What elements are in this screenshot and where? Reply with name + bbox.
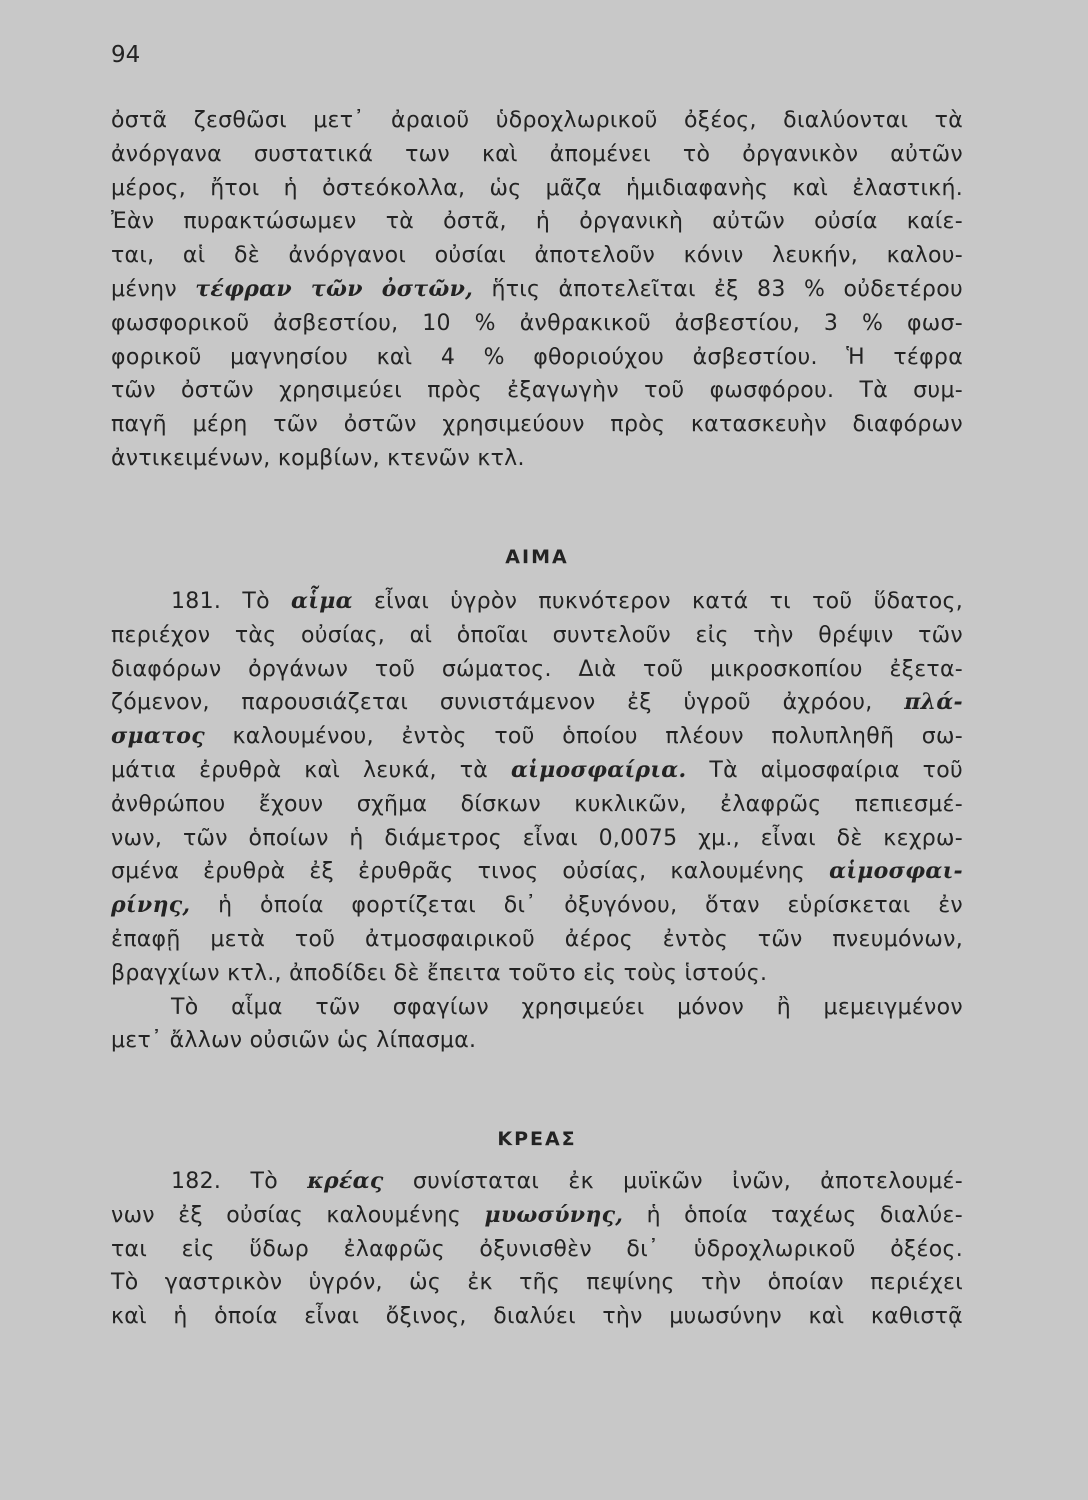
text-line: βραγχίων κτλ., ἀποδίδει δὲ ἔπειτα τοῦτο εἰς τοὺς ἱστούς. [111, 960, 768, 986]
section-heading-blood: ΑΙΜΑ [505, 546, 569, 568]
text-line: νων, τῶν ὁποίων ἡ διάμετρος εἶναι 0,0075 χμ., εἶναι δὲ κεχρω- [111, 825, 963, 851]
emphasis-term: αἱμοσφαίρια. [510, 756, 687, 783]
paragraph-181 [111, 585, 963, 1058]
text-line [111, 889, 963, 923]
emphasis-term: σματος [111, 723, 205, 750]
text-run: συνίσταται ἐκ μυϊκῶν ἰνῶν, ἀποτελουμέ- [383, 1169, 963, 1194]
paragraph-182 [111, 1165, 963, 1334]
paragraph-bones [111, 104, 963, 476]
text-run: μάτια ἐρυθρὰ καὶ λευκά, τὰ [111, 757, 511, 783]
text-line: μέρος, ἤτοι ἡ ὀστεόκολλα, ὡς μᾶζα ἡμιδιαφανὴς καὶ ἐλαστική. [111, 175, 963, 201]
text-line [111, 1165, 963, 1199]
text-line: μετ᾽ ἄλλων οὐσιῶν ὡς λίπασμα. [111, 1028, 477, 1054]
text-line: ἀνθρώπου ἔχουν σχῆμα δίσκων κυκλικῶν, ἐλαφρῶς πεπιεσμέ- [111, 791, 963, 817]
text-line: ται, αἱ δὲ ἀνόργανοι οὐσίαι ἀποτελοῦν κόνιν λευκήν, καλου- [111, 243, 963, 269]
text-line: φορικοῦ μαγνησίου καὶ 4 % φθοριούχου ἀσβεστίου. Ἡ τέφρα [111, 344, 963, 370]
emphasis-term: μυωσύνης, [484, 1201, 624, 1228]
text-run: εἶναι ὑγρὸν πυκνότερον κατά τι τοῦ ὕδατος, [352, 589, 963, 614]
text-run: ἡ ὁποία φορτίζεται δι᾽ ὀξυγόνου, ὅταν εὑρίσκεται ἐν [190, 893, 963, 919]
emphasis-term: τέφραν τῶν ὀστῶν, [195, 275, 474, 302]
emphasis-term: αἷμα [291, 588, 353, 614]
text-line: ται εἰς ὕδωρ ἐλαφρῶς ὀξυνισθὲν δι᾽ ὑδροχλωρικοῦ ὀξέος. [111, 1236, 963, 1262]
text-run: νων ἐξ οὐσίας καλουμένης [111, 1202, 485, 1228]
text-line [111, 1199, 963, 1233]
text-run: ἡ ὁποία ταχέως διαλύε- [623, 1202, 963, 1228]
text-line [111, 273, 963, 307]
text-line [111, 585, 963, 619]
text-line: φωσφορικοῦ ἀσβεστίου, 10 % ἀνθρακικοῦ ἀσβεστίου, 3 % φωσ- [111, 310, 963, 336]
text-line: Τὸ γαστρικὸν ὑγρόν, ὡς ἐκ τῆς πεψίνης τὴν ὁποίαν περιέχει [111, 1270, 963, 1296]
emphasis-term: κρέας [307, 1168, 384, 1194]
emphasis-term: ρίνης, [111, 892, 191, 919]
text-run: 181. Τὸ [171, 589, 292, 614]
text-run: μένην [111, 276, 196, 302]
text-line [111, 754, 963, 788]
text-line: ἀντικειμένων, κομβίων, κτενῶν κτλ. [111, 445, 525, 471]
text-run: Τὰ αἱμοσφαίρια τοῦ [686, 757, 964, 783]
text-line: περιέχον τὰς οὐσίας, αἱ ὁποῖαι συντελοῦν εἰς τὴν θρέψιν τῶν [111, 622, 963, 648]
text-line [111, 855, 963, 889]
text-line: Ἐὰν πυρακτώσωμεν τὰ ὀστᾶ, ἡ ὀργανικὴ αὐτῶν οὐσία καίε- [111, 209, 963, 235]
text-line: ὀστᾶ ζεσθῶσι μετ᾽ ἀραιοῦ ὑδροχλωρικοῦ ὀξέος, διαλύονται τὰ [111, 108, 963, 133]
text-run: ζόμενον, παρουσιάζεται συνιστάμενον ἐξ ὑγροῦ ἀχρόου, [111, 690, 905, 716]
text-run: 182. Τὸ [171, 1169, 308, 1194]
text-line [111, 686, 963, 720]
page-number: 94 [111, 42, 141, 68]
text-line: ἐπαφῇ μετὰ τοῦ ἀτμοσφαιρικοῦ ἀέρος ἐντὸς τῶν πνευμόνων, [111, 926, 963, 952]
text-line: καὶ ἡ ὁποία εἶναι ὄξινος, διαλύει τὴν μυωσύνην καὶ καθιστᾷ [111, 1304, 963, 1330]
text-line [111, 720, 963, 754]
text-run: σμένα ἐρυθρὰ ἐξ ἐρυθρᾶς τινος οὐσίας, καλουμένης [111, 859, 830, 885]
emphasis-term: πλά- [904, 689, 963, 716]
text-run: ἥτις ἀποτελεῖται ἐξ 83 % οὐδετέρου [473, 276, 963, 302]
text-line: διαφόρων ὀργάνων τοῦ σώματος. Διὰ τοῦ μικροσκοπίου ἐξετα- [111, 656, 963, 682]
text-line: Τὸ αἷμα τῶν σφαγίων χρησιμεύει μόνον ἢ μεμειγμένον [171, 994, 963, 1020]
text-line: ἀνόργανα συστατικά των καὶ ἀπομένει τὸ ὀργανικὸν αὐτῶν [111, 141, 963, 167]
text-run: καλουμένου, ἐντὸς τοῦ ὁποίου πλέουν πολυπληθῆ σω- [204, 724, 963, 750]
emphasis-term: αἱμοσφαι- [829, 858, 963, 885]
text-line: τῶν ὀστῶν χρησιμεύει πρὸς ἐξαγωγὴν τοῦ φωσφόρου. Τὰ συμ- [111, 378, 963, 404]
text-line: παγῆ μέρη τῶν ὀστῶν χρησιμεύουν πρὸς κατασκευὴν διαφόρων [111, 412, 963, 438]
section-heading-meat: ΚΡΕΑΣ [497, 1128, 577, 1150]
